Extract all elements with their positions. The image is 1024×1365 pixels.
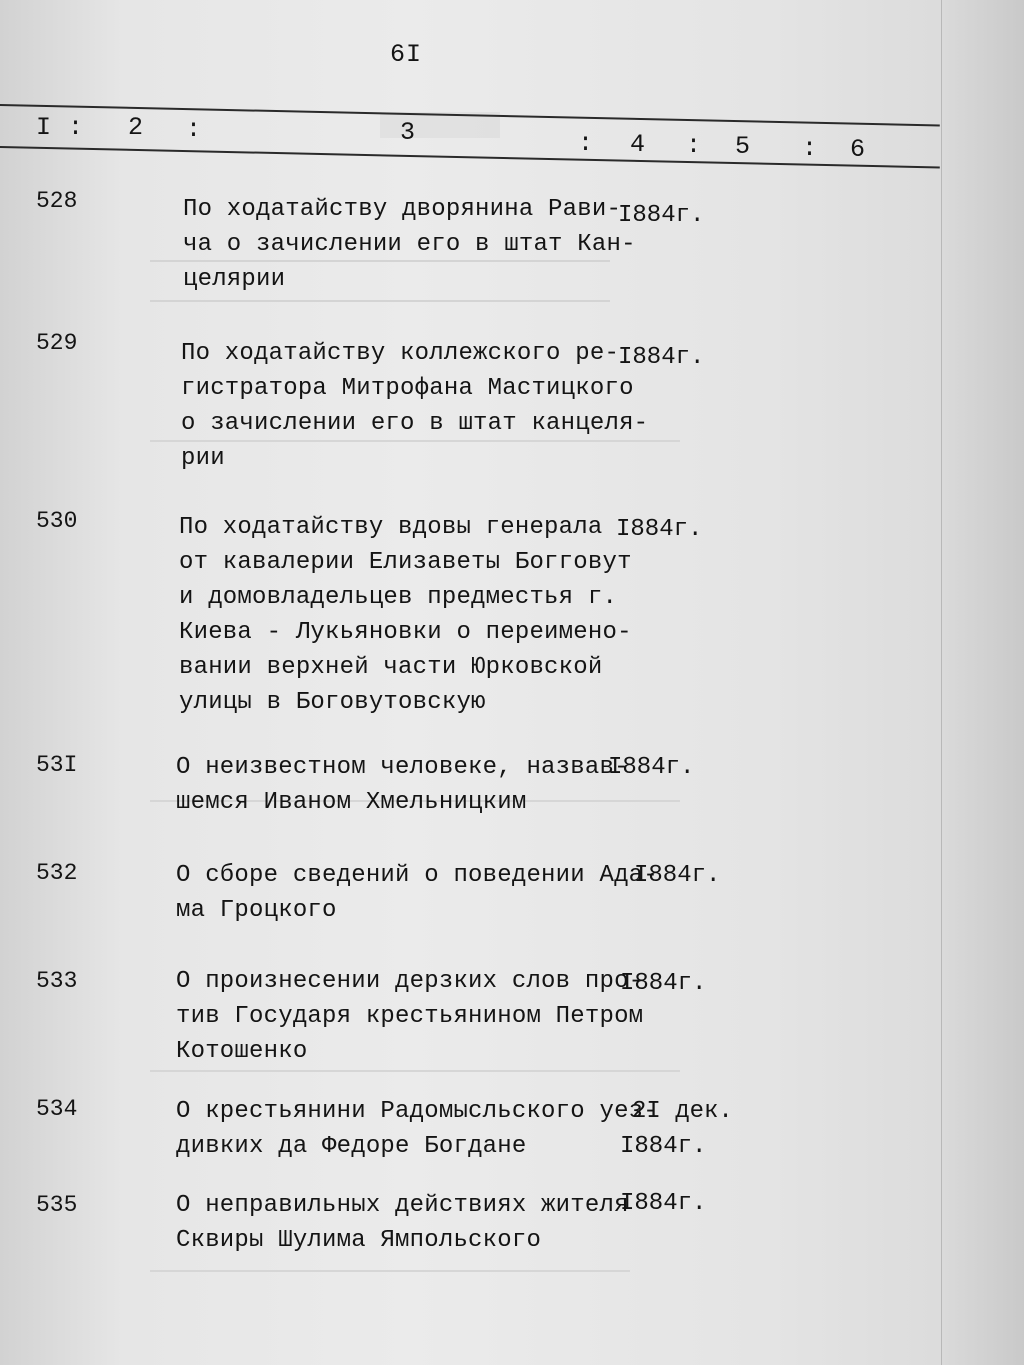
header-rule-bottom <box>0 146 940 169</box>
entry-description <box>176 750 629 820</box>
column-separator: : <box>686 131 702 160</box>
entry-number: 530 <box>36 508 78 534</box>
entry-year <box>620 1186 706 1221</box>
entry-year-line: I884г. <box>620 1190 707 1217</box>
entry-line: О неправильных действиях жителя <box>176 1192 629 1219</box>
entry-line: По ходатайству коллежского ре- <box>181 340 620 367</box>
entry-description <box>176 858 658 928</box>
column-separator: : <box>68 113 84 142</box>
entry-line: О неизвестном человеке, назвав- <box>176 754 629 781</box>
entry-number: 535 <box>36 1192 78 1218</box>
entry-description <box>176 1094 658 1164</box>
entry-description <box>181 336 648 476</box>
entry-year-line: I884г. <box>634 862 721 889</box>
entry-line: и домовладельцев предместья г. <box>179 584 618 611</box>
column-header-6: 6 <box>850 135 866 164</box>
entry-line: тив Государя крестьянином Петром <box>176 1003 644 1030</box>
entry-line: Сквиры Шулима Ямпольского <box>176 1227 542 1254</box>
column-separator: : <box>802 134 818 163</box>
entry-line: О крестьянини Радомысльского уез- <box>176 1098 658 1125</box>
entry-year <box>620 1094 733 1164</box>
page-edge-shadow <box>941 0 1024 1365</box>
entry-line: Котошенко <box>176 1038 308 1065</box>
entry-line: ма Гроцкого <box>176 897 337 924</box>
entry-number: 53I <box>36 752 78 778</box>
entry-line: улицы в Боговутовскую <box>179 689 486 716</box>
entry-line: гистратора Митрофана Мастицкого <box>181 375 634 402</box>
entry-year-line: I884г. <box>620 1133 707 1160</box>
entry-year <box>618 340 704 375</box>
entry-description <box>183 192 636 297</box>
entry-year <box>634 858 720 893</box>
column-header-2: 2 <box>128 113 144 142</box>
column-header-5: 5 <box>735 132 751 161</box>
entry-line: шемся Иваном Хмельницким <box>176 789 527 816</box>
entry-number: 532 <box>36 860 78 886</box>
entry-line: Киева - Лукьяновки о переимено- <box>179 619 632 646</box>
entry-line: О произнесении дерзких слов про- <box>176 968 644 995</box>
entry-year <box>618 198 704 233</box>
entry-line: По ходатайству дворянина Рави- <box>183 196 622 223</box>
entry-year-line: I884г. <box>620 970 707 997</box>
column-header-1: I <box>36 113 52 142</box>
entry-line: о зачислении его в штат канцеля- <box>181 410 649 437</box>
entry-number: 528 <box>36 188 78 214</box>
column-separator: : <box>578 129 594 158</box>
column-separator: : <box>186 115 202 144</box>
entry-year-line: I884г. <box>618 344 705 371</box>
entry-number: 529 <box>36 330 78 356</box>
entry-year-line: I884г. <box>608 754 695 781</box>
entry-description <box>176 1188 629 1258</box>
entry-year <box>608 750 694 785</box>
entry-year-line: I884г. <box>616 516 703 543</box>
entry-year-line: 2I дек. <box>632 1098 733 1125</box>
page-number: 6I <box>390 40 423 69</box>
column-header-3: 3 <box>400 118 416 147</box>
entry-line: О сборе сведений о поведении Ада- <box>176 862 658 889</box>
entry-year <box>616 512 702 547</box>
entry-line: рии <box>181 445 225 472</box>
entry-line: вании верхней части Юрковской <box>179 654 603 681</box>
entry-line: По ходатайству вдовы генерала <box>179 514 603 541</box>
column-header-4: 4 <box>630 130 646 159</box>
entry-description <box>179 510 632 720</box>
entry-line: целярии <box>183 266 286 293</box>
entry-line: от кавалерии Елизаветы Богговут <box>179 549 632 576</box>
entry-description <box>176 964 643 1069</box>
entry-line: ча о зачислении его в штат Кан- <box>183 231 636 258</box>
entry-year-line: I884г. <box>618 202 705 229</box>
entry-number: 534 <box>36 1096 78 1122</box>
entry-line: дивких да Федоре Богдане <box>176 1133 527 1160</box>
entry-number: 533 <box>36 968 78 994</box>
entry-year <box>620 966 706 1001</box>
